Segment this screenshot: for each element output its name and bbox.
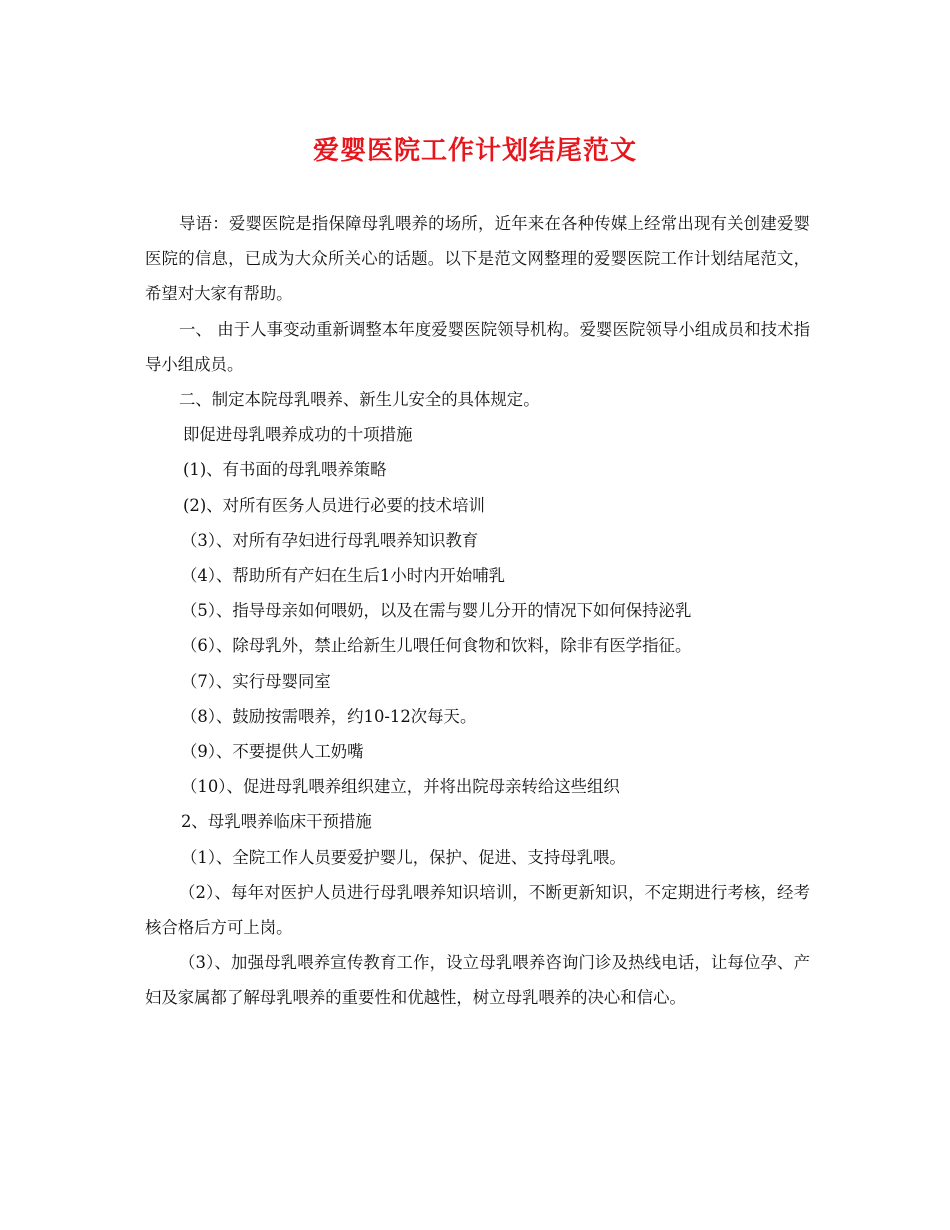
measure-item-1: (1)、有书面的母乳喂养策略	[183, 460, 387, 480]
measure-item-6: （6）、除母乳外，禁止给新生儿喂任何食物和饮料，除非有医学指征。	[181, 636, 692, 656]
ten-measures-heading: 即促进母乳喂养成功的十项措施	[183, 425, 413, 445]
measure-item-9: （9）、不要提供人工奶嘴	[181, 742, 364, 762]
measure-item-5: （5）、指导母亲如何喂奶，以及在需与婴儿分开的情况下如何保持泌乳	[181, 601, 692, 621]
measure-item-3: （3）、对所有孕妇进行母乳喂养知识教育	[181, 530, 479, 550]
section-one-paragraph: 一、 由于人事变动重新调整本年度爱婴医院领导机构。爱婴医院领导小组成员和技术指导小组成员。	[145, 319, 810, 374]
intervention-item-1: （1）、全院工作人员要爱护婴儿，保护、促进、支持母乳喂。	[181, 847, 626, 867]
document-title: 爱婴医院工作计划结尾范文	[312, 136, 637, 166]
intervention-item-2: （2）、每年对医护人员进行母乳喂养知识培训，不断更新知识，不定期进行考核，经考核合格后方可上岗。	[145, 882, 810, 938]
intro-paragraph: 导语：爱婴医院是指保障母乳喂养的场所，近年来在各种传媒上经常出现有关创建爱婴医院的信息，已成为大众所关心的话题。以下是范文网整理的爱婴医院工作计划结尾范文，希望对大家有帮助。	[145, 214, 810, 304]
intervention-item-3: （3）、加强母乳喂养宣传教育工作，设立母乳喂养咨询门诊及热线电话，让每位孕、产妇及家属都了解母乳喂养的重要性和优越性，树立母乳喂养的决心和信心。	[145, 953, 810, 1008]
measure-item-8: （8）、鼓励按需喂养，约10-12次每天。	[181, 706, 477, 726]
clinical-intervention-heading: 2、母乳喂养临床干预措施	[181, 812, 372, 832]
section-two-paragraph: 二、制定本院母乳喂养、新生儿安全的具体规定。	[179, 390, 540, 410]
measure-item-4: （4）、帮助所有产妇在生后1小时内开始哺乳	[181, 566, 506, 586]
measure-item-2: (2)、对所有医务人员进行必要的技术培训	[183, 495, 485, 515]
measure-item-10: （10）、促进母乳喂养组织建立，并将出院母亲转给这些组织	[181, 777, 620, 797]
document-body	[145, 206, 810, 1016]
measure-item-7: （7）、实行母婴同室	[181, 671, 331, 691]
